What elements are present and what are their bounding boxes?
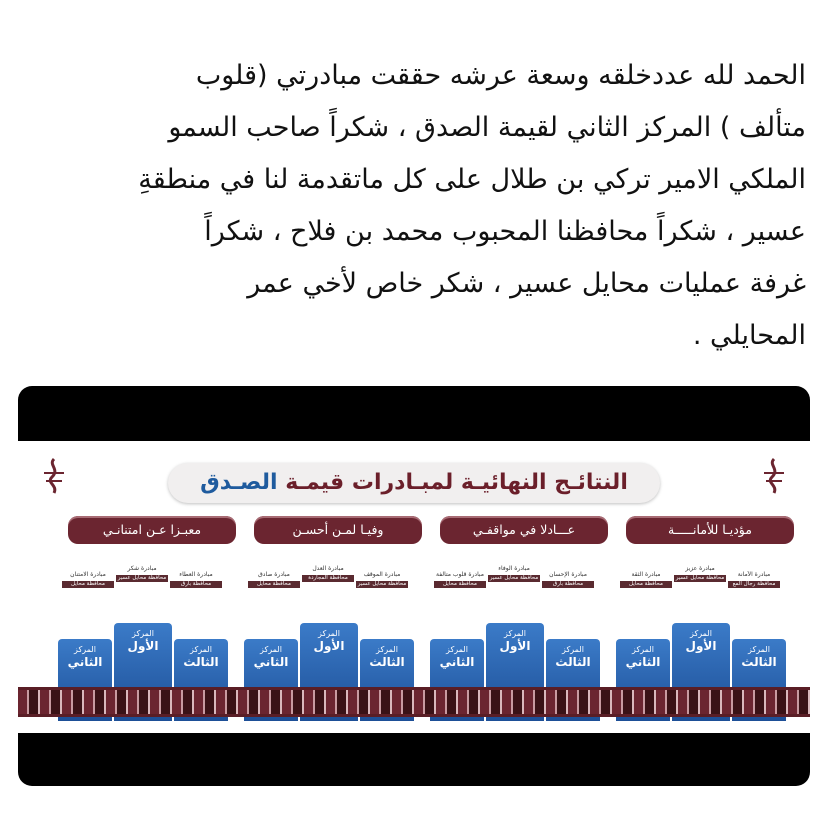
podium-second: المركز الثاني: [430, 639, 484, 721]
podium-third: المركز الثالث: [174, 639, 228, 721]
podium-second: المركز الثاني: [616, 639, 670, 721]
category-pill: وفيـا لمـن أحسـن: [254, 516, 422, 544]
category-pill: مؤديـا للأمانـــــة: [626, 516, 794, 544]
post-line: الحمد لله عددخلقه وسعة عرشه حققت مبادرتي (قلوب: [195, 60, 806, 91]
initiative-label: مبادرة العطاء محافظة بارق: [170, 571, 222, 588]
initiative-label: مبادرة شكر محافظة محايل عسير: [117, 565, 167, 581]
podium-second: المركز الثاني: [244, 639, 298, 721]
initiative-label: مبادرة عزيز محافظة محايل عسير: [675, 565, 725, 581]
initiative-label: مبادرة العدل محافظة المجاردة: [302, 565, 354, 582]
initiative-label: مبادرة الموقف محافظة محايل عسير: [357, 571, 407, 587]
initiative-label: مبادرة الامتنان محافظة محايل: [62, 571, 114, 588]
poster-title-main: النتائـج النهائيـة لمبـادرات قيمـة: [285, 470, 628, 495]
results-poster: [18, 441, 810, 733]
post-line: المحايلي .: [692, 320, 806, 351]
poster-title: [168, 463, 660, 503]
initiative-label: مبادرة الإحسان محافظة بارق: [542, 571, 594, 588]
post-line: غرفة عمليات محايل عسير ، شكر خاص لأخي عمر: [247, 268, 806, 299]
post-line: متألف ) المركز الثاني لقيمة الصدق ، شكراً صاحب السمو: [168, 112, 806, 143]
podium-first: المركز الأول: [114, 623, 172, 721]
podium-first: المركز الأول: [300, 623, 358, 721]
category-pill: عـــادلا في مواقفـي: [440, 516, 608, 544]
initiative-label: مبادرة الثقة محافظة محايل: [620, 571, 672, 588]
calligraphy-logo-icon: [34, 455, 74, 497]
calligraphy-logo-icon: [754, 455, 794, 497]
post-image[interactable]: [18, 386, 810, 786]
category-pill: معبـزا عـن امتنانـي: [68, 516, 236, 544]
poster-title-highlight: الصـدق: [200, 470, 278, 495]
podium-third: المركز الثالث: [360, 639, 414, 721]
post-text: [16, 50, 806, 362]
initiative-label: مبادرة قلوب متألفة محافظة محايل: [434, 571, 486, 588]
post-line: عسير ، شكراً محافظنا المحبوب محمد بن فلاح ، شكراً: [204, 216, 806, 247]
initiative-label: مبادرة الوفاء محافظة محايل عسير: [489, 565, 539, 581]
post-line: الملكي الامير تركي بن طلال على كل ماتقدمة لنا في منطقةِ: [138, 164, 806, 195]
podium-first: المركز الأول: [672, 623, 730, 721]
podium-first: المركز الأول: [486, 623, 544, 721]
podium-third: المركز الثالث: [732, 639, 786, 721]
initiative-label: مبادرة صادق محافظة محايل: [248, 571, 300, 588]
decorative-border-pattern: [18, 687, 810, 717]
initiative-label: مبادرة الأمانة محافظة رجال ألمع: [728, 571, 780, 588]
podium-second: المركز الثاني: [58, 639, 112, 721]
podium-third: المركز الثالث: [546, 639, 600, 721]
